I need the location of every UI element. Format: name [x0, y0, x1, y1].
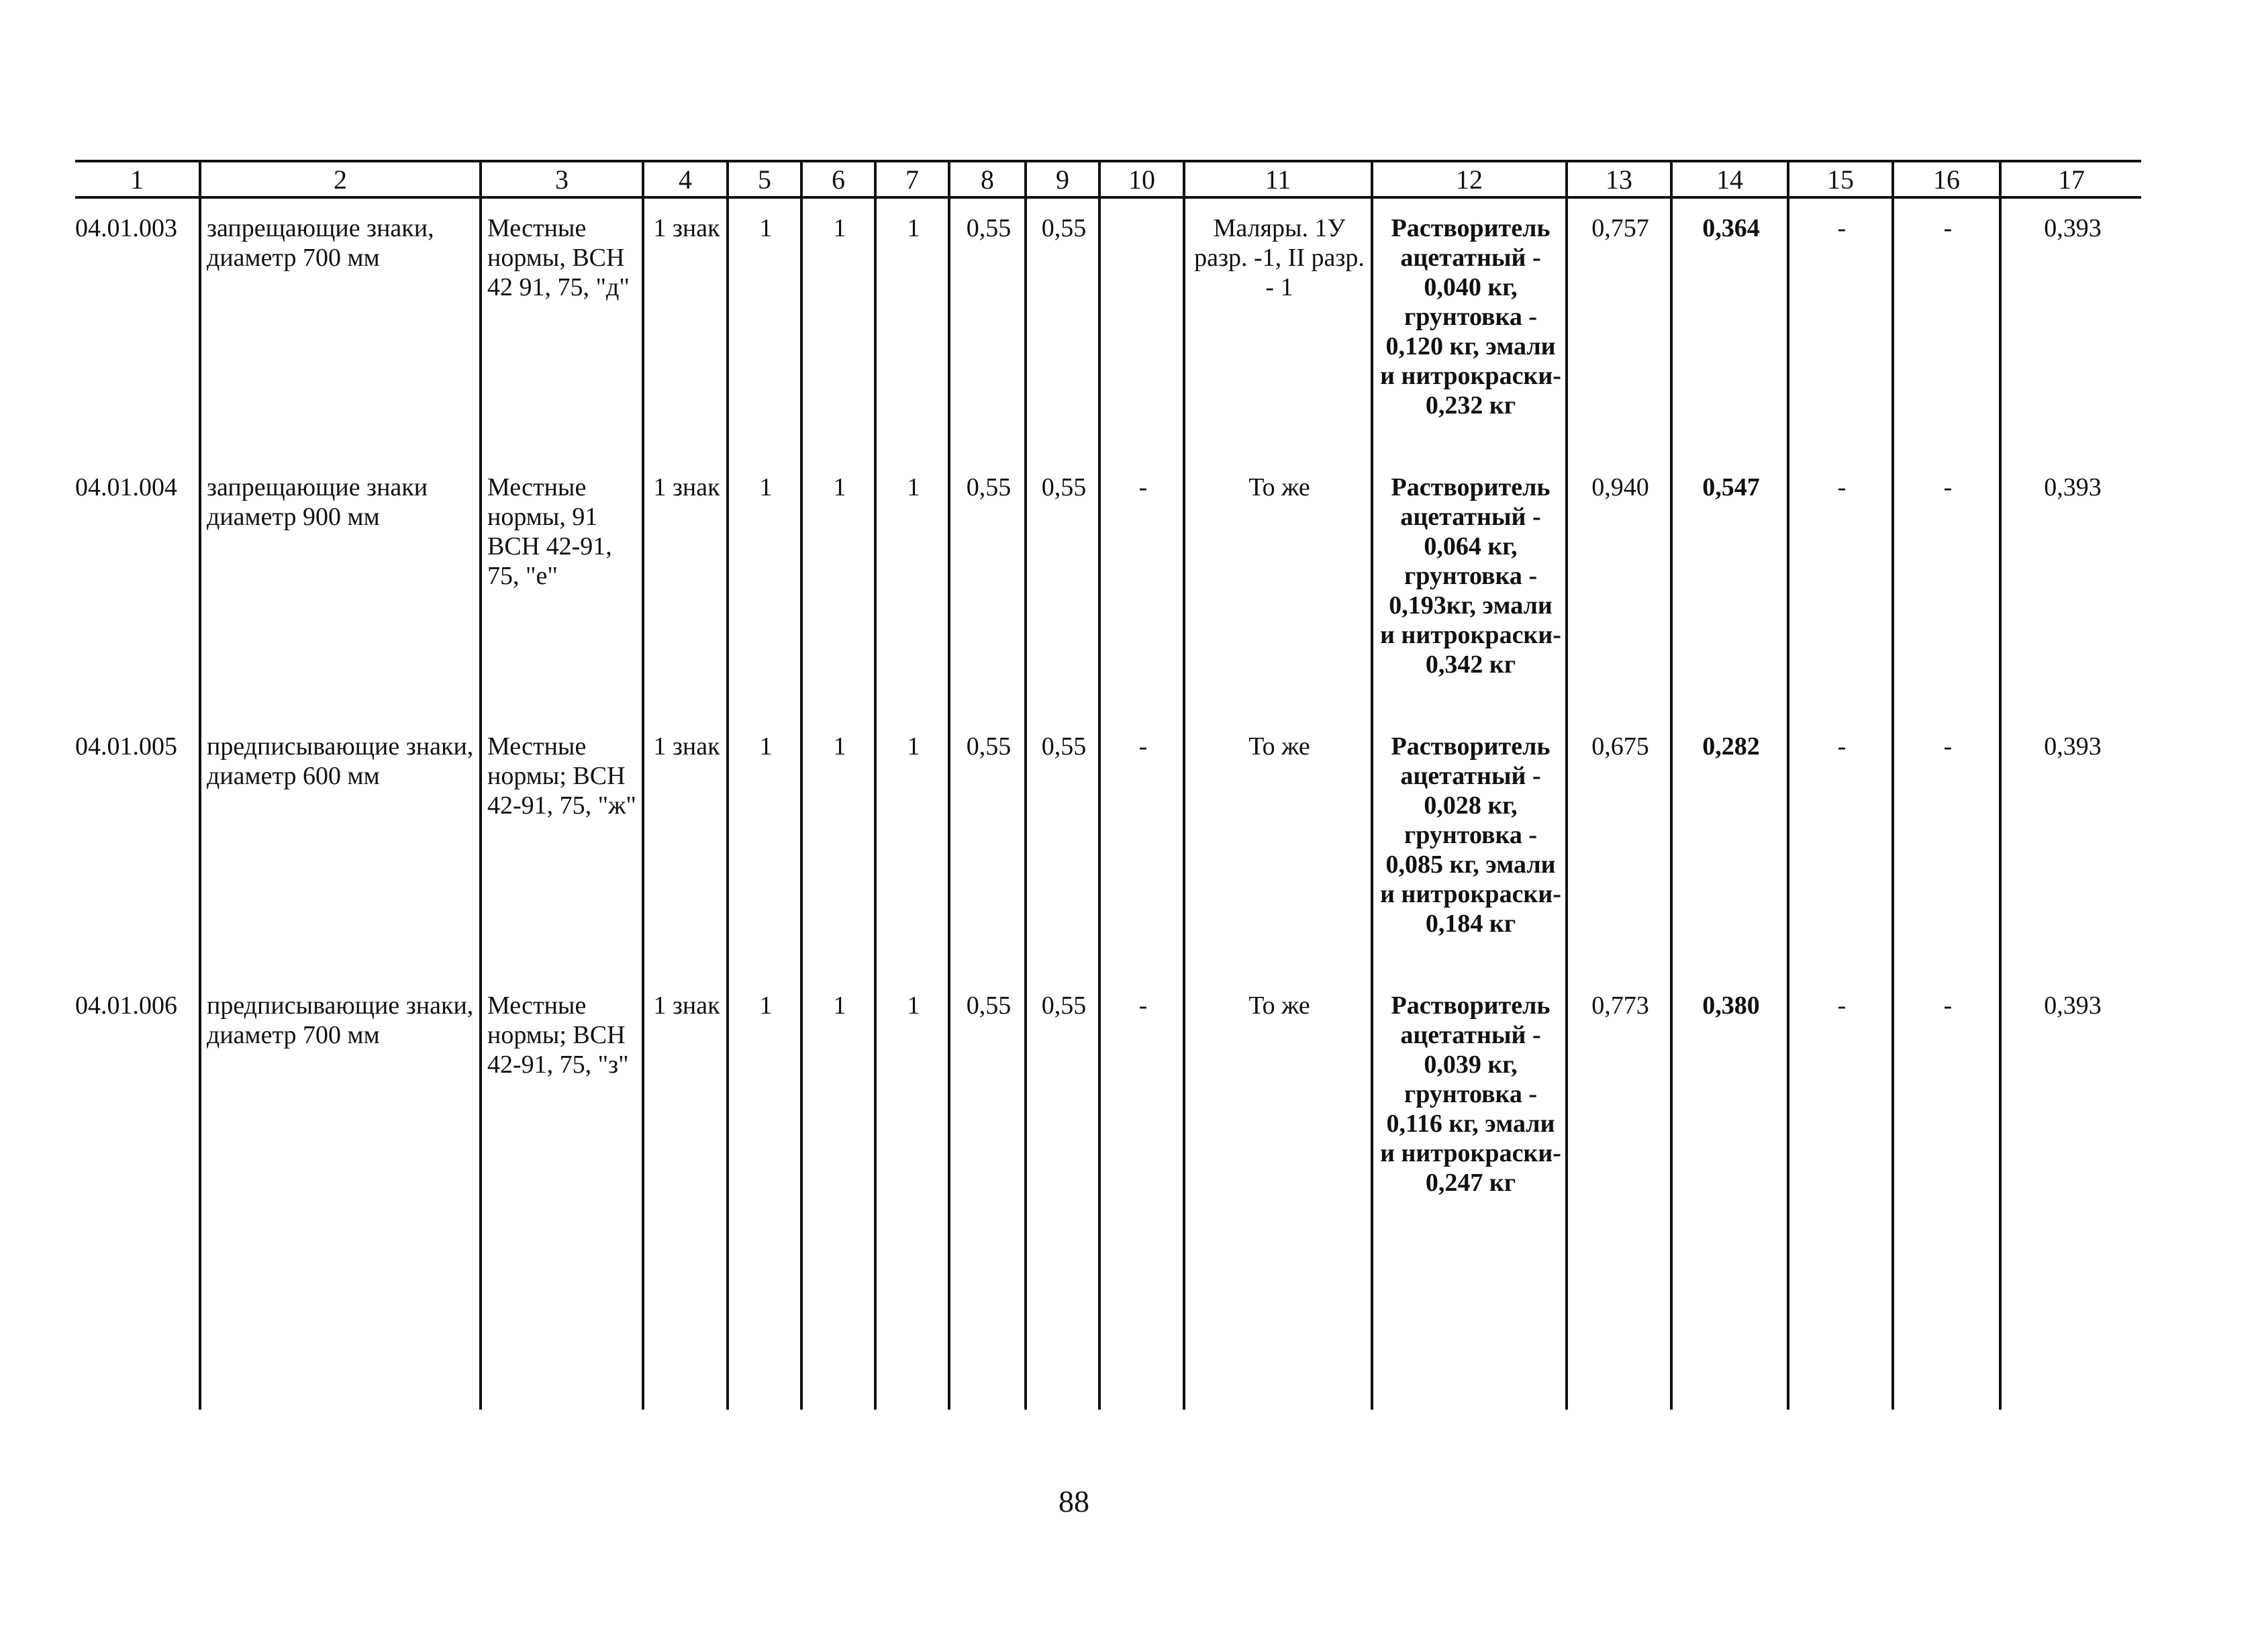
- col5-cell: 1: [728, 717, 801, 976]
- column-header-8: 8: [949, 161, 1026, 197]
- col8-cell: 0,55: [949, 717, 1026, 976]
- name-cell: запрещающие знаки, диаметр 700 мм: [200, 197, 481, 458]
- materials-cell: Растворитель ацетатный - 0,040 кг, грунтовка - 0,120 кг, эмали и нитрокраски- 0,232 кг: [1372, 197, 1567, 458]
- col8-cell: 0,55: [949, 976, 1026, 1235]
- code-cell: 04.01.005: [75, 732, 177, 761]
- empty-cell: [481, 1235, 643, 1410]
- header-row: [75, 161, 2141, 197]
- column-header-17: 17: [2000, 161, 2141, 197]
- col15-cell: -: [1788, 197, 1893, 458]
- materials-cell: Растворитель ацетатный - 0,064 кг, грунтовка - 0,193кг, эмали и нитрокраски- 0,342 кг: [1372, 458, 1567, 717]
- name-cell: предписывающие знаки, диаметр 600 мм: [200, 717, 481, 976]
- col13-cell: 0,757: [1567, 197, 1671, 458]
- col15-cell: -: [1788, 717, 1893, 976]
- empty-cell: [1893, 1235, 2000, 1410]
- col16-cell: -: [1893, 976, 2000, 1235]
- col13-cell: 0,773: [1567, 976, 1671, 1235]
- empty-cell: [801, 1235, 875, 1410]
- empty-cell: [643, 1235, 728, 1410]
- col9-cell: 0,55: [1026, 717, 1099, 976]
- materials-cell: Растворитель ацетатный - 0,039 кг, грунтовка - 0,116 кг, эмали и нитрокраски- 0,247 кг: [1372, 976, 1567, 1235]
- column-header-16: 16: [1893, 161, 2000, 197]
- name-cell: запрещающие знаки диаметр 900 мм: [200, 458, 481, 717]
- empty-cell: [728, 1235, 801, 1410]
- col16-cell: -: [1893, 717, 2000, 976]
- column-header-12: 12: [1372, 161, 1567, 197]
- col8-cell: 0,55: [949, 197, 1026, 458]
- code-cell: 04.01.003: [75, 214, 177, 242]
- col16-cell: -: [1893, 197, 2000, 458]
- code-cell: 04.01.004: [75, 473, 177, 501]
- workers-cell: То же: [1184, 717, 1372, 976]
- table-row: [75, 976, 2141, 1235]
- column-header-14: 14: [1671, 161, 1788, 197]
- col10-cell: -: [1099, 717, 1184, 976]
- col17-cell: 0,393: [2000, 976, 2141, 1235]
- col5-cell: 1: [728, 976, 801, 1235]
- col8-cell: 0,55: [949, 458, 1026, 717]
- source-cell: Местные нормы, 91 ВСН 42-91, 75, "е": [481, 458, 643, 717]
- col17-cell: 0,393: [2000, 717, 2141, 976]
- col9-cell: 0,55: [1026, 197, 1099, 458]
- column-header-10: 10: [1099, 161, 1184, 197]
- col6-cell: 1: [801, 458, 875, 717]
- column-header-2: 2: [200, 161, 481, 197]
- norms-table: [75, 160, 2141, 1410]
- col13-cell: 0,675: [1567, 717, 1671, 976]
- source-cell: Местные нормы; ВСН 42-91, 75, "ж": [481, 717, 643, 976]
- col5-cell: 1: [728, 458, 801, 717]
- column-header-4: 4: [643, 161, 728, 197]
- col9-cell: 0,55: [1026, 458, 1099, 717]
- workers-cell: То же: [1184, 976, 1372, 1235]
- unit-cell: 1 знак: [643, 197, 728, 458]
- column-header-7: 7: [875, 161, 949, 197]
- column-header-5: 5: [728, 161, 801, 197]
- col7-cell: 1: [875, 458, 949, 717]
- table-row: [75, 717, 2141, 976]
- column-header-9: 9: [1026, 161, 1099, 197]
- name-cell: предписывающие знаки, диаметр 700 мм: [200, 976, 481, 1235]
- column-header-6: 6: [801, 161, 875, 197]
- col14-cell: 0,364: [1671, 197, 1788, 458]
- workers-cell: То же: [1184, 458, 1372, 717]
- empty-cell: [75, 1235, 200, 1410]
- col7-cell: 1: [875, 976, 949, 1235]
- source-cell: Местные нормы, ВСН 42 91, 75, "д": [481, 197, 643, 458]
- empty-cell: [2000, 1235, 2141, 1410]
- col16-cell: -: [1893, 458, 2000, 717]
- column-header-1: 1: [75, 161, 200, 197]
- empty-cell: [875, 1235, 949, 1410]
- empty-cell: [1372, 1235, 1567, 1410]
- materials-cell: Растворитель ацетатный - 0,028 кг, грунтовка - 0,085 кг, эмали и нитрокраски- 0,184 кг: [1372, 717, 1567, 976]
- workers-cell: Маляры. 1У разр. -1, II разр. - 1: [1184, 197, 1372, 458]
- column-header-11: 11: [1184, 161, 1372, 197]
- col5-cell: 1: [728, 197, 801, 458]
- empty-cell: [949, 1235, 1026, 1410]
- col15-cell: -: [1788, 458, 1893, 717]
- page-number: 88: [1059, 1484, 1089, 1518]
- empty-cell: [1026, 1235, 1099, 1410]
- col6-cell: 1: [801, 717, 875, 976]
- col10-cell: [1099, 197, 1184, 458]
- column-header-3: 3: [481, 161, 643, 197]
- empty-cell: [1671, 1235, 1788, 1410]
- col14-cell: 0,547: [1671, 458, 1788, 717]
- code-cell: 04.01.006: [75, 991, 177, 1020]
- col17-cell: 0,393: [2000, 458, 2141, 717]
- source-cell: Местные нормы; ВСН 42-91, 75, "з": [481, 976, 643, 1235]
- col6-cell: 1: [801, 197, 875, 458]
- col6-cell: 1: [801, 976, 875, 1235]
- column-header-13: 13: [1567, 161, 1671, 197]
- table-row: [75, 458, 2141, 717]
- table-row: [75, 197, 2141, 458]
- col9-cell: 0,55: [1026, 976, 1099, 1235]
- empty-cell: [1788, 1235, 1893, 1410]
- empty-cell: [1184, 1235, 1372, 1410]
- column-header-15: 15: [1788, 161, 1893, 197]
- col10-cell: -: [1099, 458, 1184, 717]
- col14-cell: 0,380: [1671, 976, 1788, 1235]
- norms-table-container: [75, 160, 2141, 1410]
- empty-cell: [1099, 1235, 1184, 1410]
- col10-cell: -: [1099, 976, 1184, 1235]
- filler-row: [75, 1235, 2141, 1410]
- unit-cell: 1 знак: [643, 717, 728, 976]
- col17-cell: 0,393: [2000, 197, 2141, 458]
- unit-cell: 1 знак: [643, 976, 728, 1235]
- col13-cell: 0,940: [1567, 458, 1671, 717]
- col7-cell: 1: [875, 197, 949, 458]
- table-body: [75, 197, 2141, 1410]
- col14-cell: 0,282: [1671, 717, 1788, 976]
- unit-cell: 1 знак: [643, 458, 728, 717]
- col15-cell: -: [1788, 976, 1893, 1235]
- empty-cell: [1567, 1235, 1671, 1410]
- col7-cell: 1: [875, 717, 949, 976]
- empty-cell: [200, 1235, 481, 1410]
